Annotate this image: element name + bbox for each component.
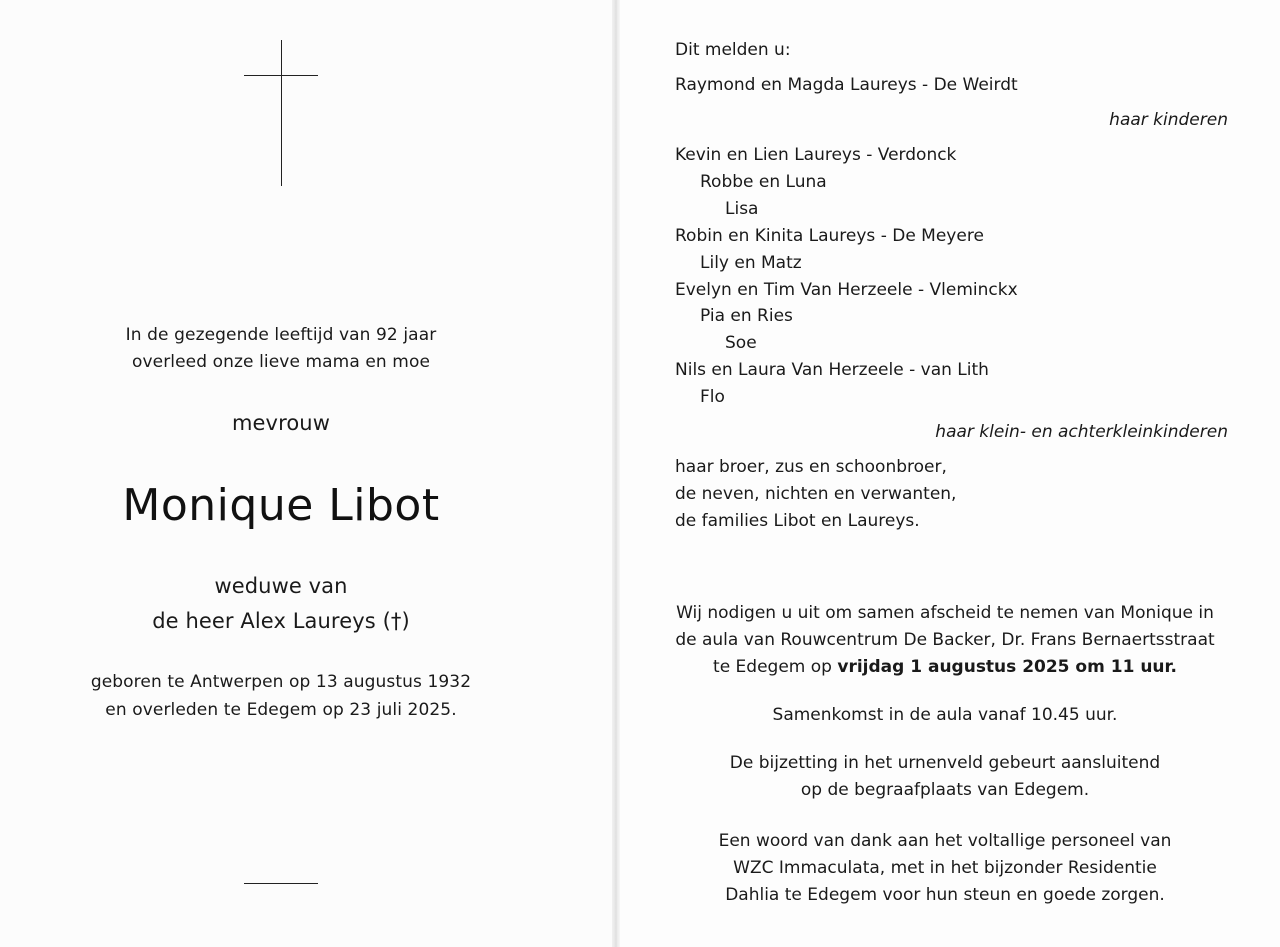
invitation-line (660, 654, 1230, 681)
family-line: Lisa (725, 199, 759, 219)
thanks-line: WZC Immaculata, met in het bijzonder Residentie (733, 858, 1157, 878)
invitation-prefix: te Edegem op (713, 657, 838, 677)
intro-text (0, 322, 562, 376)
invitation-line: Wij nodigen u uit om samen afscheid te nemen van Monique in (676, 603, 1214, 623)
family-line: Flo (700, 387, 725, 407)
relatives-line: de families Libot en Laureys. (675, 511, 920, 531)
deceased-name: Monique Libot (122, 480, 440, 531)
gathering-text: Samenkomst in de aula vanaf 10.45 uur. (772, 705, 1118, 725)
family-line: Kevin en Lien Laureys - Verdonck (675, 145, 957, 165)
burial-text (660, 750, 1230, 804)
divider (244, 883, 318, 884)
children-role: haar kinderen (1109, 110, 1228, 130)
children-line: Raymond en Magda Laureys - De Weirdt (675, 75, 1018, 95)
page-fold (612, 0, 620, 947)
honorific: mevrouw (231, 411, 330, 435)
intro-line: overleed onze lieve mama en moe (131, 352, 431, 372)
thanks-line: Dahlia te Edegem voor hun steun en goede zorgen. (725, 885, 1165, 905)
grandchildren-role: haar klein- en achterkleinkinderen (935, 422, 1228, 442)
family-line: Soe (725, 333, 757, 353)
relatives-line: haar broer, zus en schoonbroer, (675, 457, 947, 477)
widow-line: de heer Alex Laureys (†) (152, 609, 410, 633)
widow-text (0, 569, 562, 639)
invitation-text (660, 600, 1230, 681)
thanks-text (660, 828, 1230, 909)
family-line: Robbe en Luna (700, 172, 827, 192)
birth-death-text (0, 668, 562, 724)
invitation-line: de aula van Rouwcentrum De Backer, Dr. Frans Bernaertsstraat (675, 630, 1215, 650)
burial-line: De bijzetting in het urnenveld gebeurt aansluitend (729, 753, 1161, 773)
cross-icon (244, 40, 318, 186)
relatives-line: de neven, nichten en verwanten, (675, 484, 957, 504)
thanks-line: Een woord van dank aan het voltallige personeel van (718, 831, 1172, 851)
family-line: Nils en Laura Van Herzeele - van Lith (675, 360, 989, 380)
family-line: Evelyn en Tim Van Herzeele - Vleminckx (675, 280, 1018, 300)
birth-line: geboren te Antwerpen op 13 augustus 1932 (90, 672, 472, 692)
ceremony-date: vrijdag 1 augustus 2025 om 11 uur. (837, 657, 1177, 677)
widow-line: weduwe van (214, 574, 348, 598)
intro-line: In de gezegende leeftijd van 92 jaar (125, 325, 437, 345)
announce-heading: Dit melden u: (675, 40, 791, 60)
family-line: Robin en Kinita Laureys - De Meyere (675, 226, 984, 246)
burial-line: op de begraafplaats van Edegem. (800, 780, 1090, 800)
family-line: Lily en Matz (700, 253, 802, 273)
death-line: en overleden te Edegem op 23 juli 2025. (105, 700, 457, 720)
family-line: Pia en Ries (700, 306, 793, 326)
